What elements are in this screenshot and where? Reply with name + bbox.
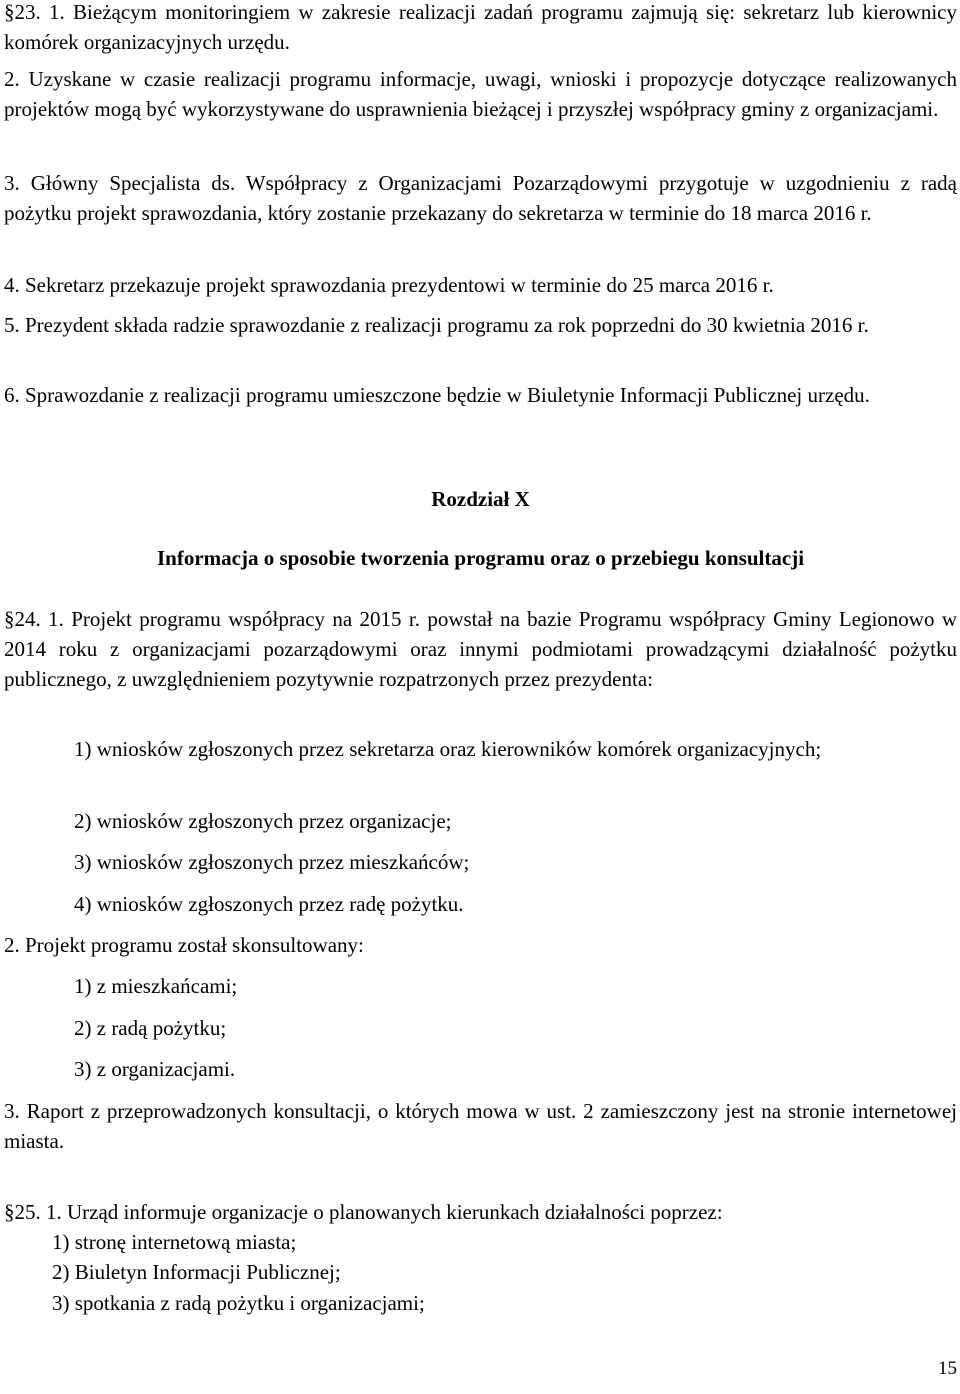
paragraph-s24-2: 2. Projekt programu został skonsultowany:: [4, 933, 364, 957]
paragraph-s23-6: 6. Sprawozdanie z realizacji programu umieszczone będzie w Biuletynie Informacji Publicznej urzędu.: [4, 383, 870, 407]
paragraph-s24-3: 3. Raport z przeprowadzonych konsultacji, o których mowa w ust. 2 zamieszczony jest na stronie internetowej miasta.: [4, 1099, 957, 1153]
paragraph-s23-4: 4. Sekretarz przekazuje projekt sprawozdania prezydentowi w terminie do 25 marca 2016 r.: [4, 273, 774, 297]
page-number: 15: [938, 1358, 957, 1379]
paragraph-s23-5: 5. Prezydent składa radzie sprawozdanie z realizacji programu za rok poprzedni do 30 kwietnia 2016 r.: [4, 313, 869, 337]
list-item: 3) spotkania z radą pożytku i organizacjami;: [52, 1291, 425, 1315]
chapter-subtitle: Informacja o sposobie tworzenia programu oraz o przebiegu konsultacji: [156, 546, 805, 570]
list-item: 1) stronę internetową miasta;: [52, 1230, 297, 1254]
list-item: 4) wniosków zgłoszonych przez radę pożytku.: [74, 892, 464, 916]
list-item: 2) z radą pożytku;: [74, 1016, 227, 1040]
list-item: 3) wniosków zgłoszonych przez mieszkańców;: [74, 850, 470, 874]
list-item: 2) wniosków zgłoszonych przez organizacje;: [74, 809, 452, 833]
list-item: 3) z organizacjami.: [74, 1057, 236, 1081]
paragraph-s23-3: 3. Główny Specjalista ds. Współpracy z Organizacjami Pozarządowymi przygotuje w uzgodnieniu z radą pożytku projekt sprawozdania, który zostanie przekazany do sekretarza w terminie do 18 marca 2016 r.: [4, 171, 957, 225]
paragraph-s24-1: §24. 1. Projekt programu współpracy na 2015 r. powstał na bazie Programu współpracy Gminy Legionowo w 2014 roku z organizacjami pozarządowymi oraz innymi podmiotami prowadzącymi działalność pożytku publicznego, z uwzględnieniem pozytywnie rozpatrzonych przez prezydenta:: [4, 607, 957, 691]
list-item: 2) Biuletyn Informacji Publicznej;: [52, 1260, 341, 1284]
chapter-title: Rozdział X: [431, 487, 530, 511]
paragraph-s25-1: §25. 1. Urząd informuje organizacje o planowanych kierunkach działalności poprzez:: [4, 1200, 723, 1224]
list-item: 1) z mieszkańcami;: [74, 974, 238, 998]
paragraph-s23-2: 2. Uzyskane w czasie realizacji programu informacje, uwagi, wnioski i propozycje dotyczące realizowanych projektów mogą być wykorzystywane do usprawnienia bieżącej i przyszłej współpracy gminy z organizacjami.: [4, 67, 957, 121]
list-item: 1) wniosków zgłoszonych przez sekretarza oraz kierowników komórek organizacyjnych;: [74, 737, 822, 761]
paragraph-s23-1: §23. 1. Bieżącym monitoringiem w zakresie realizacji zadań programu zajmują się: sekretarz lub kierownicy komórek organizacyjnych urzędu.: [4, 0, 957, 54]
